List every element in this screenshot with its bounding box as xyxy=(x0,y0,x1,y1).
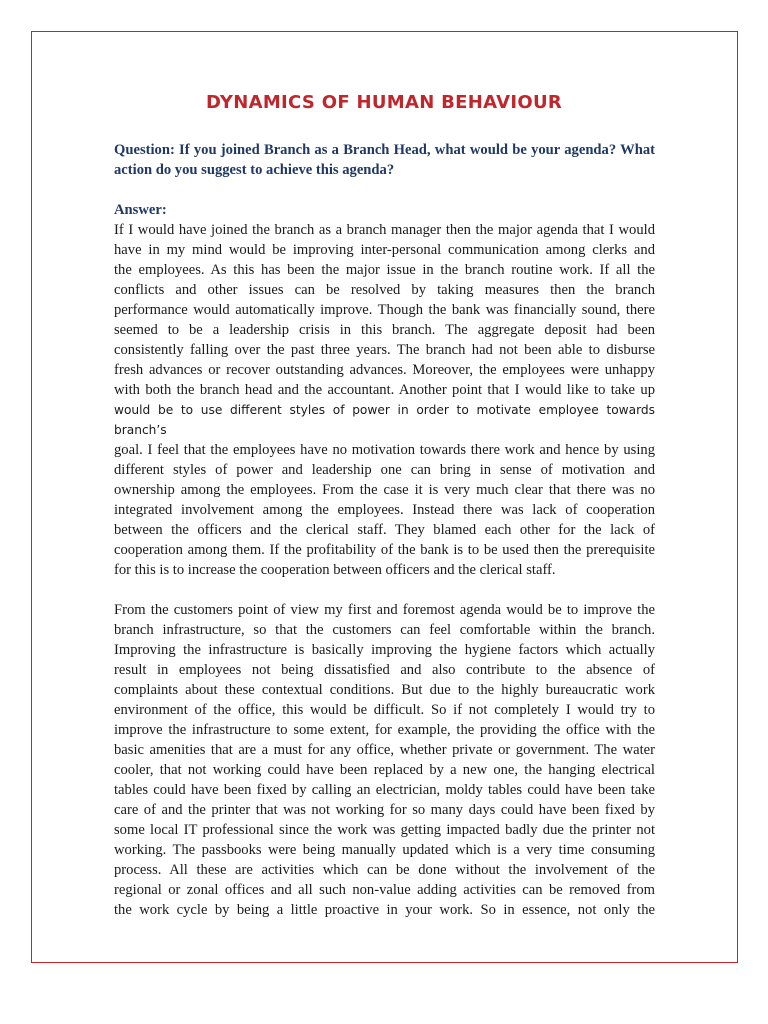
text-line: the work cycle by being a little proactive in your work. So in essence, not only the xyxy=(114,902,655,918)
text-line: with both the branch head and the accountant. Another point that I would like to take up xyxy=(114,382,655,398)
text-line: Improving the infrastructure is basically improving the hygiene factors which actually xyxy=(114,642,655,658)
text-line: some local IT professional since the work was getting impacted badly due the printer not xyxy=(114,822,655,838)
text-line: complaints about these contextual conditions. But due to the highly bureaucratic work xyxy=(114,682,655,698)
text-line: different styles of power and leadership one can bring in sense of motivation and xyxy=(114,462,655,478)
text-line: care of and the printer that was not working for so many days could have been fixed by xyxy=(114,802,655,818)
text-line: ownership among the employees. From the case it is very much clear that there was no xyxy=(114,482,655,498)
paragraph-2 xyxy=(114,600,655,920)
document-title: DYNAMICS OF HUMAN BEHAVIOUR xyxy=(205,92,563,113)
text-line: environment of the office, this would be difficult. So if not completely I would try to xyxy=(114,702,655,718)
text-line: From the customers point of view my first and foremost agenda would be to improve the xyxy=(114,602,655,618)
text-line: If I would have joined the branch as a branch manager then the major agenda that I would xyxy=(114,222,655,238)
text-line: between the officers and the clerical staff. They blamed each other for the lack of xyxy=(114,522,655,538)
text-line: the employees. As this has been the major issue in the branch routine work. If all the xyxy=(114,262,655,278)
text-line: cooperation among them. If the profitability of the bank is to be used then the prerequisite xyxy=(114,542,655,558)
text-line: basic amenities that are a must for any office, whether private or government. The water xyxy=(114,742,655,758)
text-line: working. The passbooks were being manually updated which is a very time consuming xyxy=(114,842,655,858)
text-line: cooler, that not working could have been replaced by a new one, the hanging electrical xyxy=(114,762,655,778)
text-line: goal. I feel that the employees have no motivation towards there work and hence by using xyxy=(114,442,655,458)
text-line: consistently falling over the past three years. The branch had not been able to disburse xyxy=(114,342,655,358)
text-line: integrated involvement among the employees. Instead there was lack of cooperation xyxy=(114,502,655,518)
text-line: branch infrastructure, so that the customers can feel comfortable within the branch. xyxy=(114,622,655,638)
text-line: would be to use different styles of power in order to motivate employee towards branch’s xyxy=(114,403,655,437)
text-line: tables could have been fixed by calling an electrician, moldy tables could have been take xyxy=(114,782,655,798)
paragraph-1 xyxy=(114,220,655,580)
text-line: process. All these are activities which can be done without the involvement of the xyxy=(114,862,655,878)
text-line: result in employees not being dissatisfied and also contribute to the absence of xyxy=(114,662,655,678)
text-line: for this is to increase the cooperation between officers and the clerical staff. xyxy=(114,562,556,578)
text-line: seemed to be a leadership crisis in this branch. The aggregate deposit had been xyxy=(114,322,655,338)
text-line: fresh advances or recover outstanding advances. Moreover, the employees were unhappy xyxy=(114,362,655,378)
answer-label: Answer: xyxy=(114,202,167,218)
text-line: conflicts and other issues can be resolved by taking measures then the branch xyxy=(114,282,655,298)
text-line: performance would automatically improve. Though the bank was financially sound, there xyxy=(114,302,655,318)
question-text: Question: If you joined Branch as a Branch Head, what would be your agenda? What action do you suggest to achieve this agenda? xyxy=(114,142,655,178)
document-body xyxy=(114,140,655,920)
text-line: regional or zonal offices and all such non-value adding activities can be removed from xyxy=(114,882,655,898)
text-line: improve the infrastructure to some extent, for example, the providing the office with the xyxy=(114,722,655,738)
text-line: have in my mind would be improving inter-personal communication among clerks and xyxy=(114,242,655,258)
